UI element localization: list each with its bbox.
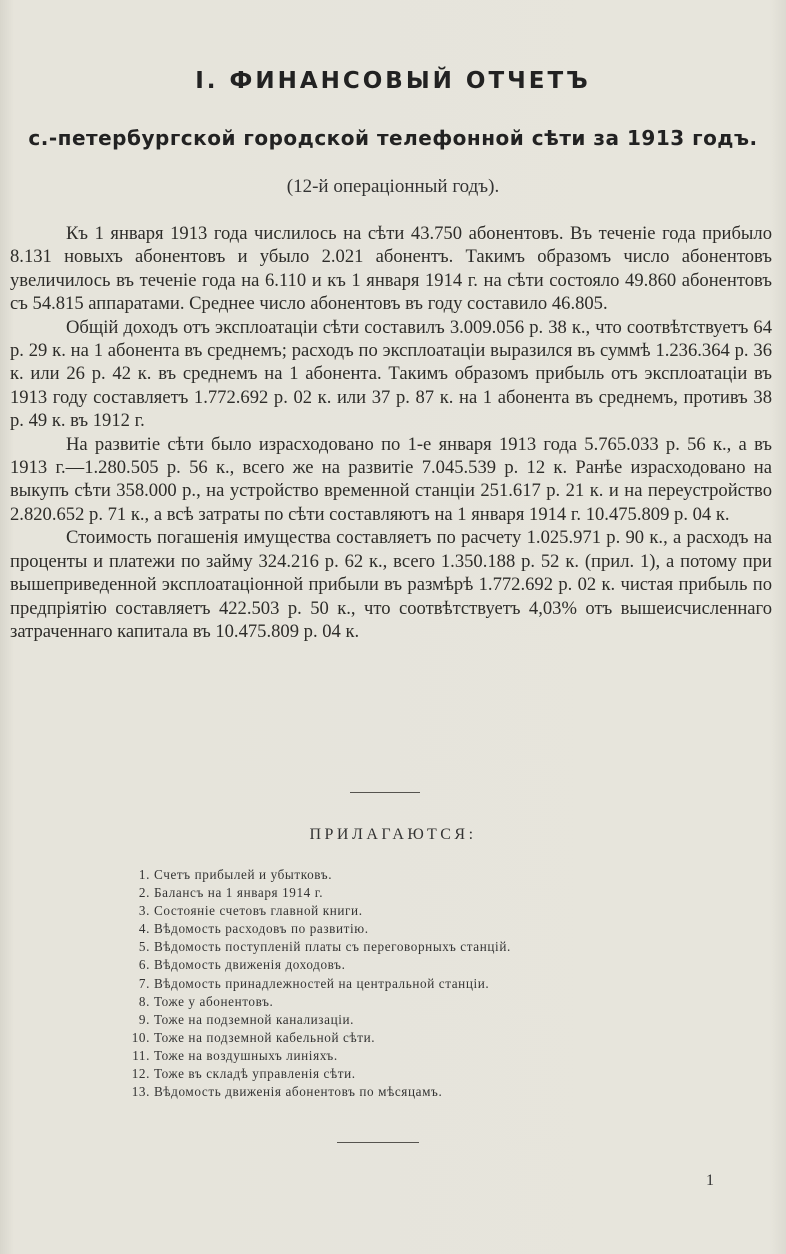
list-item-text: Состояніе счетовъ главной книги. (154, 903, 363, 919)
list-item-number: 13. (131, 1084, 150, 1100)
list-item-text: Тоже у абонентовъ. (154, 993, 274, 1009)
report-subtitle: с.-петербургской городской телефонной сѣти за 1913 годъ. (28, 126, 758, 150)
list-item-number: 11. (132, 1047, 150, 1063)
list-item-text: Счетъ прибылей и убытковъ. (154, 867, 333, 882)
list-item (118, 1011, 678, 1029)
list-item (118, 902, 678, 920)
list-item (118, 1083, 678, 1101)
section-divider (350, 792, 420, 793)
list-item (118, 956, 678, 974)
list-item-text: Вѣдомость расходовъ по развитію. (154, 921, 369, 937)
paragraph-subscribers: Къ 1 января 1913 года числилось на сѣти 43.750 абонентовъ. Въ теченіе года прибыло 8.131 новыхъ абонентовъ и убыло 2.021 абонентъ. Такимъ образомъ число абонентовъ увеличилось въ теченіе года на 6.110 и къ 1 января 1914 г. на сѣти состояло 49.860 абонентовъ съ 54.815 аппаратами. Среднее число абонентовъ въ году составило 46.805. (10, 223, 772, 315)
list-item-number: 6. (138, 957, 150, 973)
list-item (118, 993, 678, 1011)
list-item-number: 7. (138, 975, 150, 991)
list-item-text: Вѣдомость принадлежностей на центральной станціи. (154, 975, 490, 991)
list-item (118, 975, 678, 993)
list-item (118, 866, 678, 884)
list-item-text: Вѣдомость поступленій платы съ переговорныхъ станцій. (154, 939, 511, 955)
page-number: 1 (706, 1172, 714, 1189)
list-item-text: Вѣдомость движенія доходовъ. (154, 957, 346, 973)
list-item-number: 9. (138, 1011, 150, 1027)
report-body (10, 222, 772, 643)
list-item-number: 5. (138, 939, 150, 955)
list-item (118, 1065, 678, 1083)
list-item (118, 1029, 678, 1047)
list-item-text: Тоже на подземной канализаціи. (154, 1011, 355, 1027)
list-item-number: 10. (131, 1029, 150, 1045)
paragraph-net-profit: Стоимость погашенія имущества составляетъ по расчету 1.025.971 р. 90 к., а расходъ на проценты и платежи по займу 324.216 р. 62 к., всего 1.350.188 р. 52 к. (прил. 1), а потому при вышеприведенной эксплоатаціонной прибыли въ размѣрѣ 1.772.692 р. 02 к. чистая прибыль по предпріятію составляетъ 422.503 р. 50 к., что соотвѣтствуетъ 4,03% отъ вышеисчисленнаго затраченнаго капитала въ 10.475.809 р. 04 к. (10, 527, 772, 642)
list-item (118, 938, 678, 956)
footer-divider (337, 1142, 419, 1143)
list-item (118, 884, 678, 902)
list-item-number: 8. (138, 993, 150, 1009)
list-item (118, 1047, 678, 1065)
paragraph-development: На развитіе сѣти было израсходовано по 1-е января 1913 года 5.765.033 р. 56 к., а въ 1913 г.—1.280.505 р. 56 к., всего же на развитіе 7.045.539 р. 12 к. Ранѣе израсходовано на выкупъ сѣти 358.000 р., на устройство временной станціи 251.617 р. 21 к. и на переустройство 2.820.652 р. 71 к., а всѣ затраты по сѣти составляютъ на 1 января 1914 г. 10.475.809 р. 04 к. (10, 433, 772, 525)
list-item-text: Тоже на воздушныхъ линіяхъ. (154, 1047, 338, 1063)
list-item-number: 4. (138, 921, 150, 937)
list-item-text: Тоже на подземной кабельной сѣти. (154, 1029, 376, 1045)
list-item (118, 920, 678, 938)
report-title: I. ФИНАНСОВЫЙ ОТЧЕТЪ (195, 68, 591, 94)
appendix-heading: ПРИЛАГАЮТСЯ: (309, 826, 477, 843)
list-item-number: 12. (131, 1066, 150, 1082)
list-item-text: Балансъ на 1 января 1914 г. (154, 885, 324, 901)
appendix-list (118, 866, 678, 1101)
list-item-number: 2. (138, 885, 150, 901)
operational-year-note: (12-й операціонный годъ). (286, 176, 500, 197)
list-item-text: Вѣдомость движенія абонентовъ по мѣсяцамъ. (154, 1084, 443, 1100)
list-item-number: 3. (138, 903, 150, 919)
list-item-text: Тоже въ складѣ управленія сѣти. (154, 1066, 356, 1082)
paragraph-income: Общій доходъ отъ эксплоатаціи сѣти составилъ 3.009.056 р. 38 к., что соотвѣтствуетъ 64 р. 29 к. на 1 абонента въ среднемъ; расходъ по эксплоатаціи выразился въ суммѣ 1.236.364 р. 36 к. или 26 р. 42 к. въ среднемъ на 1 абонента. Такимъ образомъ прибыль отъ эксплоатаціи въ 1913 году составляетъ 1.772.692 р. 02 к. или 37 р. 87 к. на 1 абонента въ среднемъ, противъ 38 р. 49 к. въ 1912 г. (10, 316, 772, 432)
list-item-number: 1. (138, 867, 150, 882)
